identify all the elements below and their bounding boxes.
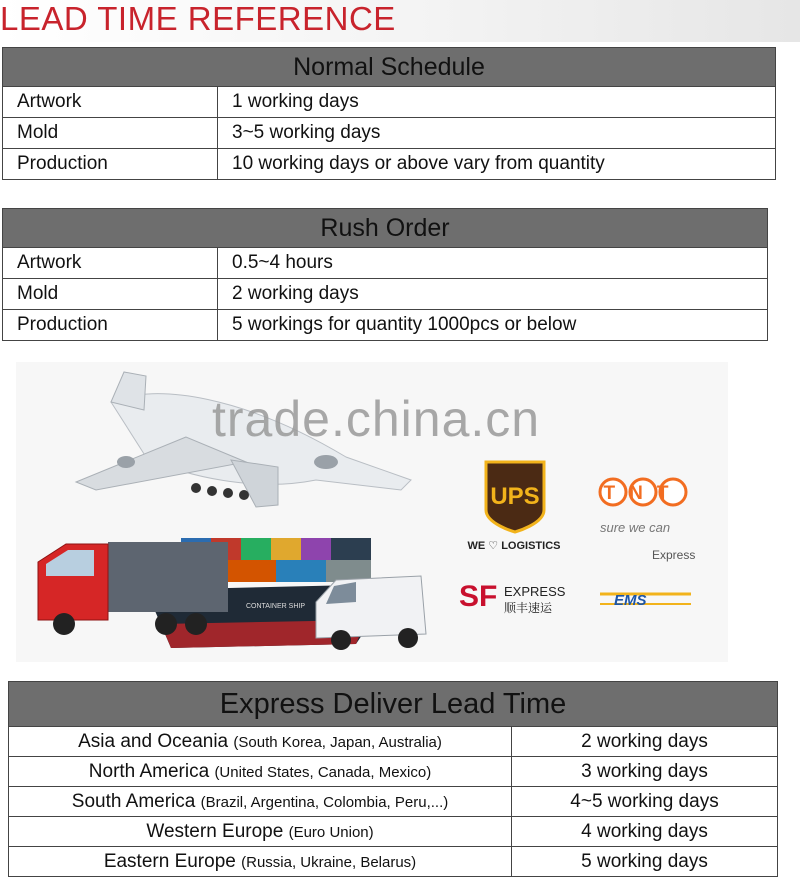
tnt-logo-text: TNT [603, 483, 683, 504]
truck-icon [38, 542, 228, 635]
table-row [3, 87, 776, 118]
row-value: 5 workings for quantity 1000pcs or below [218, 310, 768, 341]
table-row [9, 847, 778, 877]
region-detail: (Russia, Ukraine, Belarus) [241, 853, 417, 871]
row-label: Artwork [3, 248, 218, 279]
shipping-illustration [16, 362, 728, 662]
ems-logo-text: EMS [614, 592, 647, 609]
lead-time: 4 working days [512, 817, 778, 847]
region-name: North America [88, 760, 210, 782]
row-value: 1 working days [218, 87, 776, 118]
rush-order-title: Rush Order [3, 209, 768, 248]
row-value: 0.5~4 hours [218, 248, 768, 279]
region-cell [9, 847, 512, 877]
sf-express-text: EXPRESS [504, 584, 566, 599]
normal-schedule-table [2, 47, 776, 180]
region-cell [9, 787, 512, 817]
table-row [3, 279, 768, 310]
van-icon [316, 576, 426, 650]
sf-chinese-text: 顺丰速运 [504, 601, 553, 615]
express-lead-time-title: Express Deliver Lead Time [9, 682, 778, 727]
row-label: Artwork [3, 87, 218, 118]
row-value: 3~5 working days [218, 118, 776, 149]
table-row [3, 310, 768, 341]
page-title: LEAD TIME REFERENCE [0, 0, 396, 37]
tnt-logo-icon [600, 479, 695, 562]
table-row [9, 787, 778, 817]
table-row [9, 727, 778, 757]
row-label: Production [3, 310, 218, 341]
region-name: Western Europe [146, 820, 284, 842]
ups-logo-icon [468, 462, 561, 552]
lead-time: 3 working days [512, 757, 778, 787]
lead-time: 2 working days [512, 727, 778, 757]
region-cell [9, 817, 512, 847]
region-detail: (United States, Canada, Mexico) [214, 763, 432, 781]
region-detail: (Euro Union) [288, 823, 374, 841]
region-detail: (South Korea, Japan, Australia) [233, 733, 442, 751]
row-value: 2 working days [218, 279, 768, 310]
region-name: Asia and Oceania [78, 730, 229, 752]
table-row [3, 149, 776, 180]
table-row [9, 817, 778, 847]
region-cell [9, 757, 512, 787]
row-label: Mold [3, 118, 218, 149]
sf-express-logo-icon [459, 580, 566, 615]
ups-logo-text: UPS [490, 483, 540, 510]
row-value: 10 working days or above vary from quantity [218, 149, 776, 180]
region-cell [9, 727, 512, 757]
table-row [3, 248, 768, 279]
watermark: trade.china.cn [212, 391, 541, 447]
region-detail: (Brazil, Argentina, Colombia, Peru,...) [200, 793, 449, 811]
normal-schedule-title: Normal Schedule [3, 48, 776, 87]
row-label: Production [3, 149, 218, 180]
ups-slogan: WE ♡ LOGISTICS [467, 540, 561, 552]
rush-order-table [2, 208, 768, 341]
ems-logo-icon [600, 592, 691, 609]
table-row [3, 118, 776, 149]
region-name: South America [71, 790, 196, 812]
express-lead-time-table [8, 681, 778, 877]
region-name: Eastern Europe [103, 850, 236, 872]
lead-time: 4~5 working days [512, 787, 778, 817]
title-banner [0, 0, 800, 42]
tnt-express: Express [652, 548, 696, 562]
sf-logo-text: SF [459, 580, 498, 613]
ship-label: CONTAINER SHIP [246, 603, 305, 610]
table-row [9, 757, 778, 787]
tnt-slogan: sure we can [600, 520, 671, 535]
lead-time: 5 working days [512, 847, 778, 877]
row-label: Mold [3, 279, 218, 310]
